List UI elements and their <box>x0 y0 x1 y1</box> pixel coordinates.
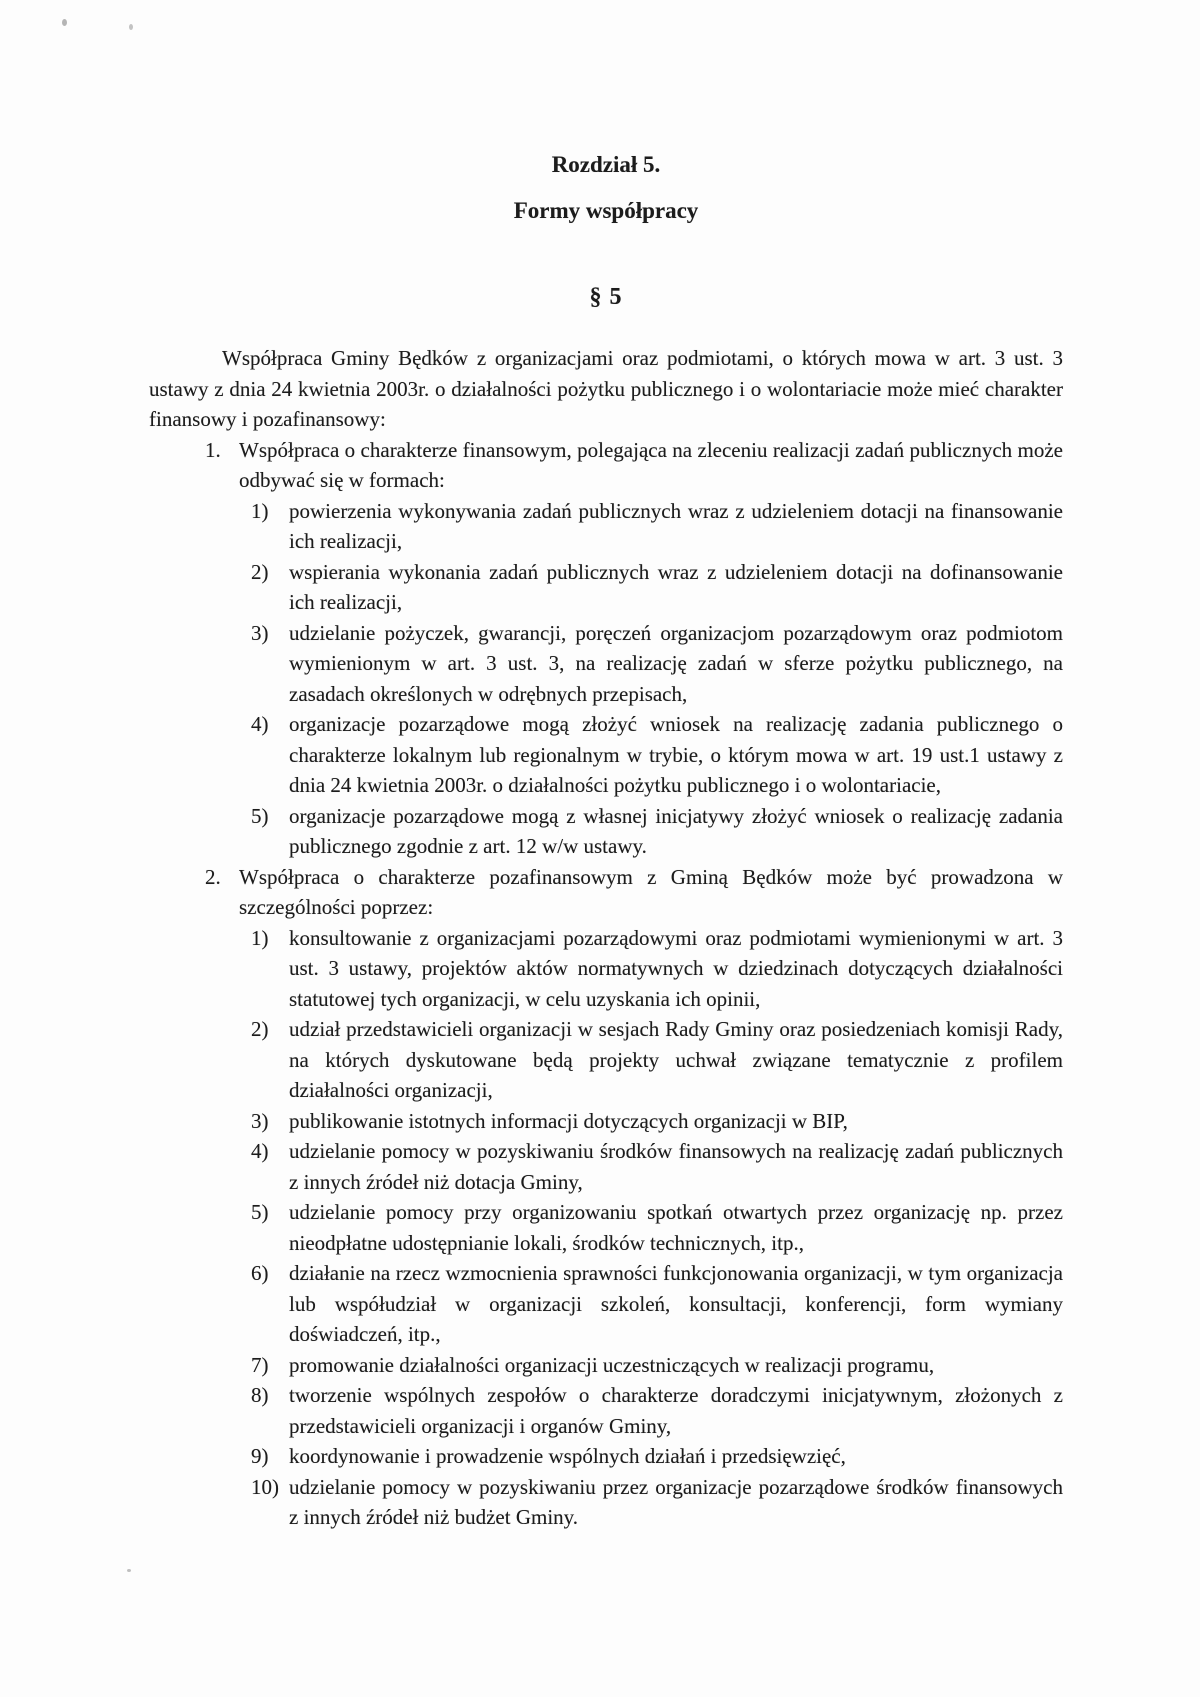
sublist-item <box>239 1441 1063 1472</box>
chapter-heading: Rozdział 5. <box>551 152 661 177</box>
list-item <box>149 435 1063 862</box>
sublist-item-number: 3) <box>251 1108 269 1133</box>
intro-paragraph: Współpraca Gminy Będków z organizacjami oraz podmiotami, o których mowa w art. 3 ust. 3 ustawy z dnia 24 kwietnia 2003r. o działalności pożytku publicznego i o wolontariacie może mieć charakter finansowy i pozafinansowy: <box>149 346 1063 431</box>
sublist-item-text: powierzenia wykonywania zadań publicznych wraz z udzieleniem dotacji na finansowanie ich realizacji, <box>289 498 1063 553</box>
scan-artifact <box>127 1569 131 1572</box>
sublist-item-text: tworzenie wspólnych zespołów o charakterze doradczymi inicjatywnym, złożonych z przedstawicieli organizacji i organów Gminy, <box>289 1383 1063 1438</box>
scan-artifact <box>62 19 67 26</box>
sublist-item-text: publikowanie istotnych informacji dotyczących organizacji w BIP, <box>289 1108 848 1133</box>
sublist-item-text: promowanie działalności organizacji uczestniczących w realizacji programu, <box>289 1352 935 1377</box>
sublist-item-number: 10) <box>251 1474 279 1499</box>
sublist-item <box>239 709 1063 801</box>
sublist-item <box>239 1258 1063 1350</box>
sublist-item <box>239 618 1063 710</box>
list-item-number: 2. <box>205 864 221 889</box>
list-item <box>149 862 1063 1533</box>
sublist-item-number: 5) <box>251 803 269 828</box>
sublist-item-text: udział przedstawicieli organizacji w sesjach Rady Gminy oraz posiedzeniach komisji Rady, na których dyskutowane będą projekty uchwał związane tematycznie z profilem działalności organizacji, <box>289 1017 1063 1102</box>
scan-artifact <box>129 24 133 30</box>
sublist-item <box>239 496 1063 557</box>
sublist-item <box>239 557 1063 618</box>
sublist-item-text: wspierania wykonania zadań publicznych wraz z udzieleniem dotacji na dofinansowanie ich realizacji, <box>289 559 1063 614</box>
sublist-item-text: działanie na rzecz wzmocnienia sprawności funkcjonowania organizacji, w tym organizacja lub współudział w organizacji szkoleń, konsultacji, konferencji, form wymiany doświadczeń, itp., <box>289 1261 1063 1346</box>
sublist-item-text: udzielanie pomocy w pozyskiwaniu przez organizacje pozarządowe środków finansowych z innych źródeł niż budżet Gminy. <box>289 1474 1063 1529</box>
sublist-item-number: 1) <box>251 925 269 950</box>
list-item-text: Współpraca o charakterze pozafinansowym z Gminą Będków może być prowadzona w szczególności poprzez: <box>239 864 1063 919</box>
sublist <box>239 496 1063 862</box>
sublist <box>239 923 1063 1533</box>
section-symbol: § 5 <box>589 284 623 310</box>
sublist-item <box>239 1197 1063 1258</box>
sublist-item-text: udzielanie pomocy w pozyskiwaniu środków finansowych na realizację zadań publicznych z innych źródeł niż dotacja Gminy, <box>289 1139 1063 1194</box>
sublist-item-text: konsultowanie z organizacjami pozarządowymi oraz podmiotami wymienionymi w art. 3 ust. 3 ustawy, projektów aktów normatywnych w dziedzinach dotyczących działalności statutowej tych organizacji, w celu uzyskania ich opinii, <box>289 925 1063 1011</box>
sublist-item-number: 6) <box>251 1261 269 1285</box>
sublist-item-number: 9) <box>251 1444 269 1468</box>
sublist-item-number: 4) <box>251 712 269 736</box>
sublist-item-text: organizacje pozarządowe mogą złożyć wniosek na realizację zadania publicznego o charakterze lokalnym lub regionalnym w trybie, o którym mowa w art. 19 ust.1 ustawy z dnia 24 kwietnia 2003r. o działalności pożytku publicznego i o wolontariacie, <box>289 712 1063 797</box>
sublist-item-number: 1) <box>251 498 269 523</box>
sublist-item-number: 2) <box>251 559 269 584</box>
sublist-item-text: koordynowanie i prowadzenie wspólnych działań i przedsięwzięć, <box>289 1444 846 1468</box>
sublist-item-text: udzielanie pożyczek, gwarancji, poręczeń organizacjom pozarządowym oraz podmiotom wymienionym w art. 3 ust. 3, na realizację zadań w sferze pożytku publicznego, na zasadach określonych w odrębnych przepisach, <box>289 620 1063 706</box>
sublist-item <box>239 923 1063 1015</box>
list-item-number: 1. <box>205 437 221 462</box>
sublist-item-number: 8) <box>251 1383 269 1407</box>
sublist-item <box>239 1136 1063 1197</box>
sublist-item <box>239 801 1063 862</box>
sublist-item <box>239 1106 1063 1137</box>
sublist-item <box>239 1350 1063 1381</box>
sublist-item-text: udzielanie pomocy przy organizowaniu spotkań otwartych przez organizację np. przez nieodpłatne udostępnianie lokali, środków technicznych, itp., <box>289 1200 1063 1255</box>
sublist-item-number: 7) <box>251 1352 269 1377</box>
chapter-title: Formy współpracy <box>513 198 699 223</box>
sublist-item-number: 5) <box>251 1200 269 1224</box>
numbered-list <box>149 435 1063 1533</box>
sublist-item-number: 3) <box>251 620 269 645</box>
sublist-item-number: 2) <box>251 1017 269 1041</box>
sublist-item-text: organizacje pozarządowe mogą z własnej inicjatywy złożyć wniosek o realizację zadania publicznego zgodnie z art. 12 w/w ustawy. <box>289 803 1063 858</box>
sublist-item-number: 4) <box>251 1139 269 1163</box>
sublist-item <box>239 1472 1063 1533</box>
list-item-text: Współpraca o charakterze finansowym, polegająca na zleceniu realizacji zadań publicznych może odbywać się w formach: <box>239 437 1063 492</box>
sublist-item <box>239 1380 1063 1441</box>
sublist-item <box>239 1014 1063 1106</box>
